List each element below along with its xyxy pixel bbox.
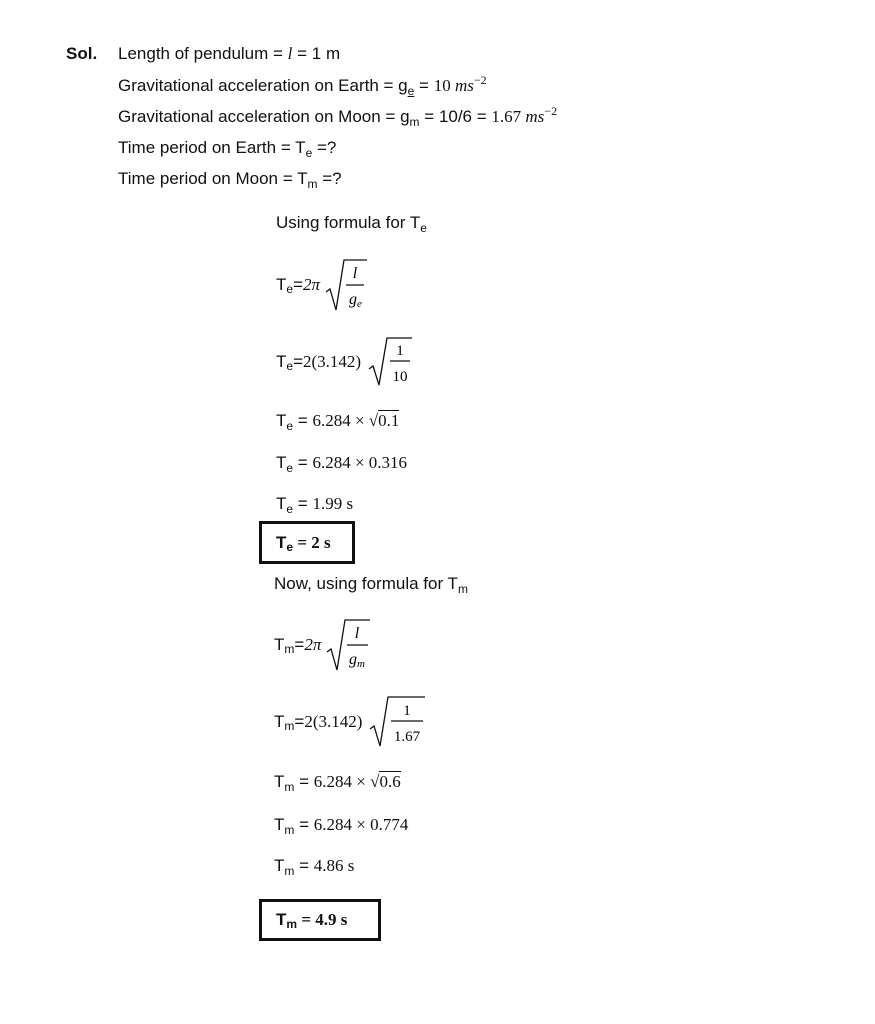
denominator: g (349, 291, 358, 308)
moon-heading: Now, using formula for $T_m$ (274, 574, 468, 596)
earth-step-1: T e = 2π l g e (276, 256, 368, 314)
numerator: l (352, 265, 358, 282)
denominator: g (349, 651, 358, 668)
moon-step-5: $T_m = 4.86$ s (274, 856, 355, 878)
moon-step-3: $T_m = 6.284 \times √0.6$ (274, 772, 401, 794)
denominator-sub: m (357, 658, 366, 670)
numerator: 1 (396, 343, 404, 359)
denominator: 1.67 (394, 729, 421, 745)
numerator: 1 (403, 703, 412, 719)
solution-label: Sol. (66, 44, 98, 63)
sqrt-fraction (325, 616, 371, 674)
moon-step-2: T m = 2(3.142) 1 1.67 (274, 694, 426, 750)
given-earth-period: Time period on Earth = $T_e$ =? (118, 138, 337, 160)
given-length: Length of pendulum = l = 1 m (118, 44, 341, 63)
moon-step-1: T m = 2π l g m (274, 616, 371, 674)
numerator: l (355, 625, 360, 642)
earth-step-2: T e = 2(3.142) 1 10 (276, 335, 413, 389)
earth-heading: Using formula for $T_e$ (276, 213, 427, 235)
earth-step-3: $T_e = 6.284 \times √0.1$ (276, 411, 400, 433)
moon-answer-box: T m = 4.9 s (259, 899, 381, 941)
given-moon-period: Time period on Moon = $T_m$ =? (118, 169, 342, 191)
sqrt-fraction (367, 335, 413, 389)
sqrt-fraction (324, 256, 368, 314)
denominator-sub: e (357, 298, 362, 310)
moon-step-4: $T_m = 6.284 \times 0.774$ (274, 815, 409, 837)
earth-step-4: $T_e = 6.284 \times 0.316$ (276, 453, 408, 475)
sqrt-fraction (368, 694, 426, 750)
given-moon-gravity: Gravitational acceleration on Moon = $g_m = 10/6 = 1.67$ $ms^{-2}$ (118, 104, 558, 129)
denominator: 10 (392, 369, 408, 385)
earth-answer-box: T e = 2 s (259, 521, 355, 564)
earth-step-5: $T_e = 1.99$ s (276, 494, 354, 516)
given-earth-gravity: Gravitational acceleration on Earth = $g_e = 10$ $ms^{-2}$ (118, 73, 487, 98)
